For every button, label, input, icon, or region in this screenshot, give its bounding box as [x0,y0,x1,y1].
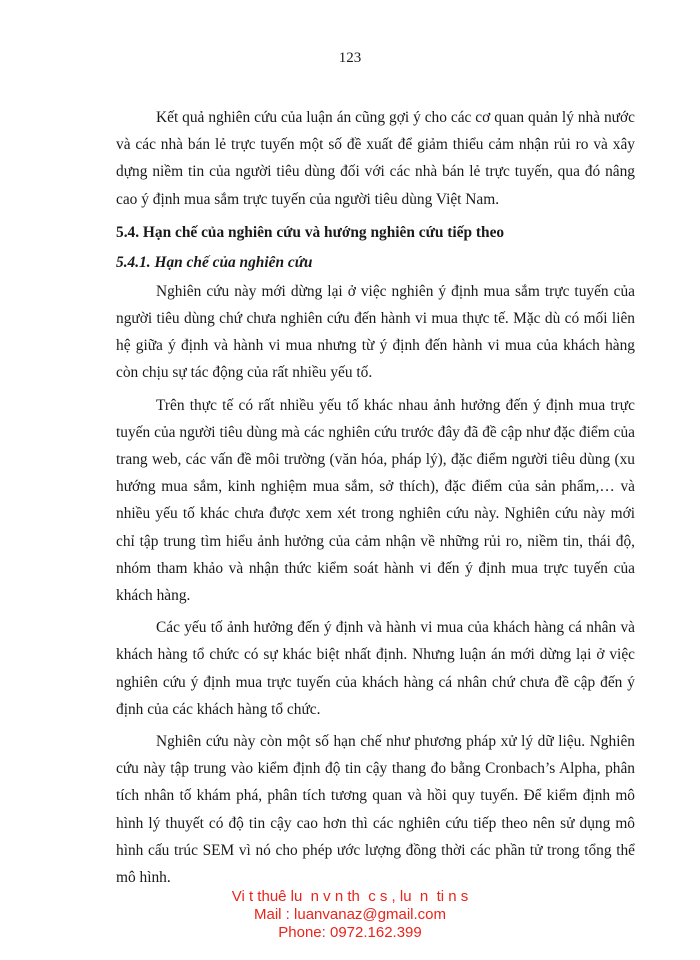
section-heading: 5.4. Hạn chế của nghiên cứu và hướng nghiên cứu tiếp theo [116,223,505,241]
page-content [116,104,635,896]
page-number: 123 [338,50,362,66]
subsection-heading: 5.4.1. Hạn chế của nghiên cứu [116,253,313,271]
paragraph-2: Trên thực tế có rất nhiều yếu tố khác nhau ảnh hưởng đến ý định mua trực tuyến của người tiêu dùng mà các nghiên cứu trước đây đã đề cập như đặc điểm của trang web, các vấn đề môi trường (văn hóa, pháp lý), đặc điểm người tiêu dùng (xu hướng mua sắm, kinh nghiệm mua sắm, sở thích), đặc điểm của sản phẩm,… và nhiều yếu tố khác chưa được xem xét trong nghiên cứu này. Nghiên cứu này mới chỉ tập trung tìm hiểu ảnh hưởng của cảm nhận về những rủi ro, niềm tin, thái độ, nhóm tham khảo và nhận thức kiểm soát hành vi đến ý định mua trực tuyến của khách hàng. [116,396,635,605]
footer-service-line: Vi t thuê lu n v n th c s , lu n ti n s [231,888,469,905]
paragraph-1: Nghiên cứu này mới dừng lại ở việc nghiên ý định mua sắm trực tuyến của người tiêu dùng chứ chưa nghiên cứu đến hành vi mua thực tế. Mặc dù có mối liên hệ giữa ý định và hành vi mua nhưng từ ý định đến hành vi mua của khách hàng còn chịu sự tác động của rất nhiều yếu tố. [116,282,635,382]
footer-email: Mail : luanvanaz@gmail.com [254,906,446,923]
footer-watermark [0,888,700,942]
paragraph-3: Các yếu tố ảnh hưởng đến ý định và hành vi mua của khách hàng cá nhân và khách hàng tổ chức có sự khác biệt nhất định. Nhưng luận án mới dừng lại ở việc nghiên cứu ý định mua trực tuyến của khách hàng cá nhân chứ chưa đề cập đến ý định của các khách hàng tổ chức. [116,619,635,718]
paragraph-4: Nghiên cứu này còn một số hạn chế như phương pháp xử lý dữ liệu. Nghiên cứu này tập trung vào kiểm định độ tin cậy thang đo bằng Cronbach’s Alpha, phân tích nhân tố khám phá, phân tích tương quan và hồi quy tuyến. Để kiểm định mô hình lý thuyết có độ tin cậy cao hơn thì các nghiên cứu tiếp theo nên sử dụng mô hình cấu trúc SEM vì nó cho phép ước lượng đồng thời các phần tử trong tổng thể mô hình. [116,733,635,887]
paragraph-intro: Kết quả nghiên cứu của luận án cũng gợi ý cho các cơ quan quản lý nhà nước và các nhà bán lẻ trực tuyến một số đề xuất để giảm thiểu cảm nhận rủi ro và xây dựng niềm tin của người tiêu dùng đối với các nhà bán lẻ trực tuyến, qua đó nâng cao ý định mua sắm trực tuyến của người tiêu dùng Việt Nam. [116,109,635,208]
footer-phone: Phone: 0972.162.399 [278,924,422,941]
